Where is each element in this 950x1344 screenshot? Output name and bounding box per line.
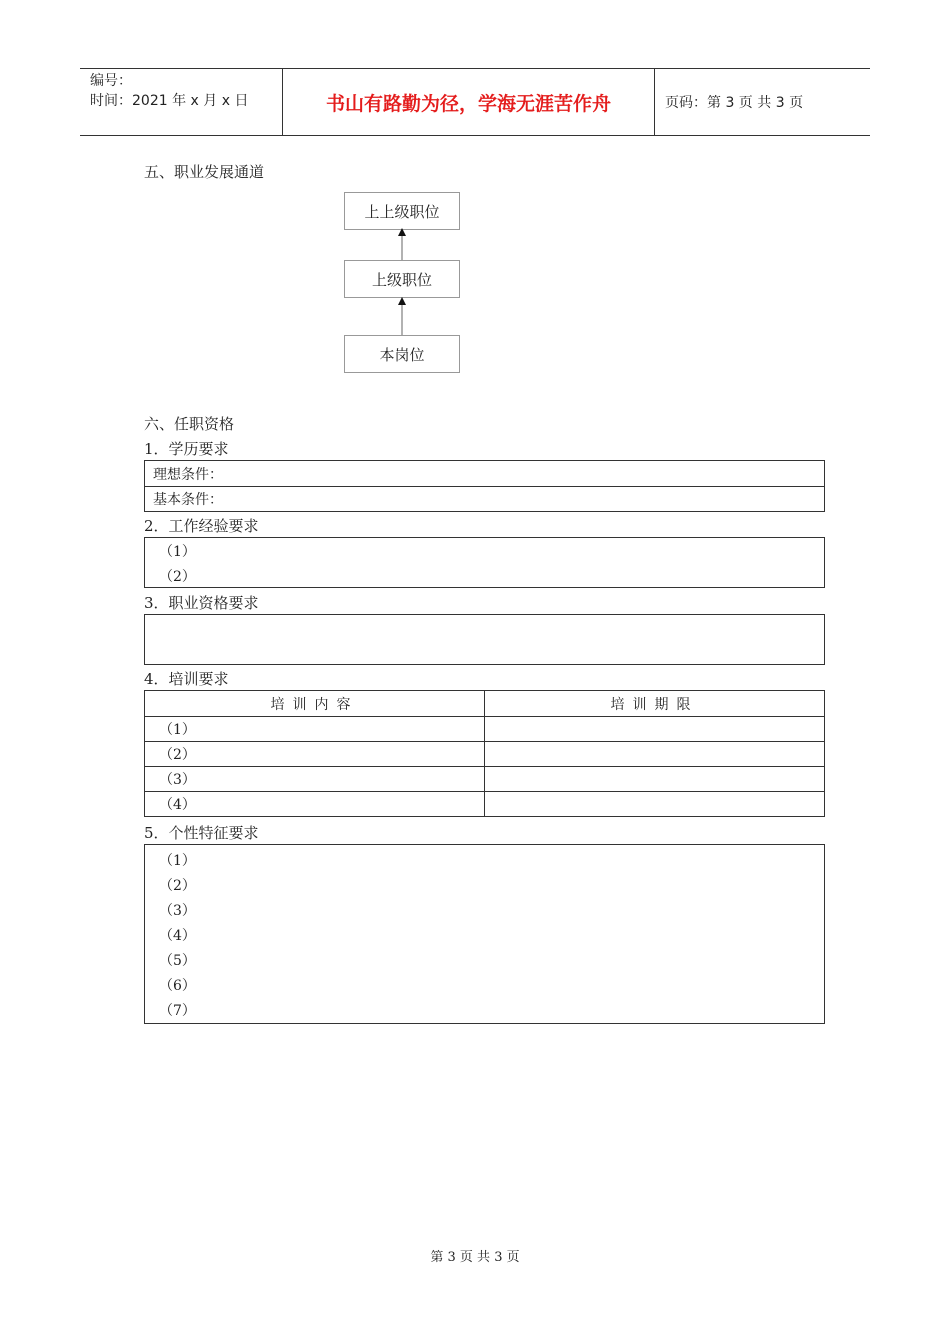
training-period-cell [485,792,824,816]
experience-item-2: （2） [159,568,196,585]
training-item-3: （3） [145,767,485,791]
motto: 书山有路勤为径，学海无涯苦作舟 [282,69,655,135]
personality-item-6: （6） [159,977,196,994]
training-period-cell [485,742,824,766]
table-row [145,741,824,766]
training-title: 4．培训要求 [144,670,229,688]
education-basic-row: 基本条件： [145,486,824,511]
page-footer: 第 3 页 共 3 页 [430,1250,520,1265]
training-header-row [145,691,824,716]
personality-item-7: （7） [159,1002,196,1019]
education-table [144,460,825,512]
table-row [145,716,824,741]
page-label: 页码：第 3 页 共 3 页 [665,95,804,111]
number-label: 编号： [90,73,132,89]
training-content-header: 培训内容 [145,691,485,716]
education-ideal-row: 理想条件： [153,466,223,483]
arrow-head-lower [398,297,406,305]
time-label: 时间：2021 年 x 月 x 日 [90,93,249,109]
qualification-title: 3．职业资格要求 [144,594,259,612]
education-title: 1．学历要求 [144,440,229,458]
arrow-head-upper [398,228,406,236]
section6-title: 六、任职资格 [144,415,235,433]
training-item-1: （1） [145,717,485,741]
personality-item-1: （1） [159,852,196,869]
experience-title: 2．工作经验要求 [144,517,259,535]
experience-box [144,537,825,588]
training-period-header: 培训期限 [610,696,699,713]
career-box-middle: 上级职位 [344,260,460,298]
career-box-top: 上上级职位 [344,192,460,230]
career-arrows [392,226,412,336]
training-item-2: （2） [145,742,485,766]
training-table [144,690,825,817]
table-row [145,791,824,816]
personality-item-3: （3） [159,902,196,919]
training-period-cell [485,717,824,741]
header-left-cell [80,69,282,135]
personality-item-2: （2） [159,877,196,894]
career-box-bottom: 本岗位 [344,335,460,373]
table-row [145,766,824,791]
personality-item-5: （5） [159,952,196,969]
personality-item-4: （4） [159,927,196,944]
personality-title: 5．个性特征要求 [144,824,259,842]
training-period-cell [485,767,824,791]
personality-box [144,844,825,1024]
experience-item-1: （1） [159,543,196,560]
qualification-box [144,614,825,665]
section5-title: 五、职业发展通道 [144,163,265,181]
training-item-4: （4） [145,792,485,816]
page-header [80,68,870,136]
